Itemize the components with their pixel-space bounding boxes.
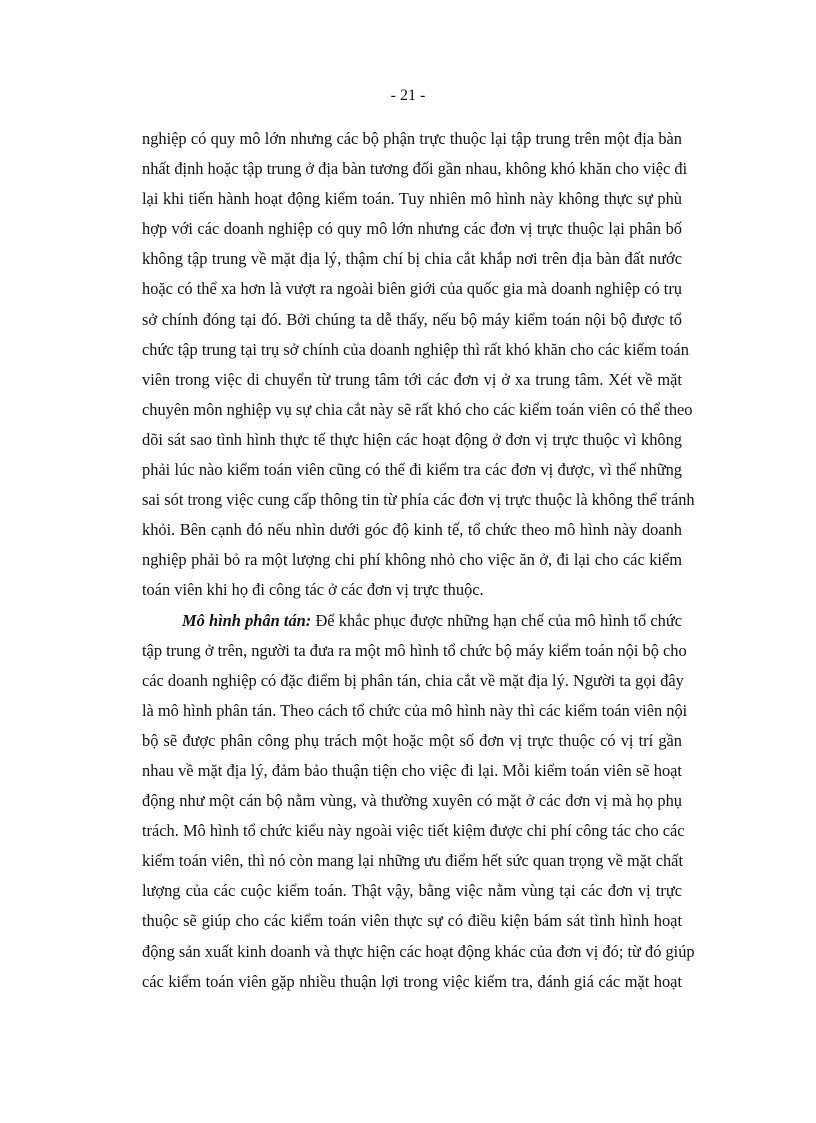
text-line: khỏi. Bên cạnh đó nếu nhìn dưới góc độ kinh tế, tổ chức theo mô hình này doanh: [142, 520, 682, 540]
text-line: kiểm toán viên, thì nó còn mang lại những ưu điểm hết sức quan trọng về mặt chất: [142, 851, 684, 871]
text-line: hợp với các doanh nghiệp có quy mô lớn nhưng các đơn vị trực thuộc lại phân bố: [142, 219, 682, 239]
text-line: toán viên khi họ đi công tác ở các đơn vị trực thuộc.: [142, 580, 484, 600]
text-line: chức tập trung tại trụ sở chính của doanh nghiệp thì rất khó khăn cho các kiểm toán: [142, 339, 689, 359]
text-line: tập trung ở trên, người ta đưa ra một mô hình tổ chức bộ máy kiểm toán nội bộ cho: [142, 640, 687, 660]
body-text: [142, 124, 695, 997]
text-line: hoặc có thể xa hơn là vượt ra ngoài biên giới của quốc gia mà doanh nghiệp có trụ: [142, 279, 682, 299]
text-line: lại khi tiến hành hoạt động kiểm toán. Tuy nhiên mô hình này không thực sự phù: [142, 189, 682, 209]
text-line: sở chính đóng tại đó. Bởi chúng ta dễ thấy, nếu bộ máy kiểm toán nội bộ được tổ: [142, 309, 682, 329]
text-line: động sản xuất kinh doanh và thực hiện các hoạt động khác của đơn vị đó; từ đó giúp: [142, 941, 695, 961]
text-line: các kiểm toán viên gặp nhiều thuận lợi trong việc kiểm tra, đánh giá các mặt hoạt: [142, 971, 682, 991]
text-line: dõi sát sao tình hình thực tế thực hiện các hoạt động ở đơn vị trực thuộc vì không: [142, 429, 682, 449]
text-line-rest: Để khắc phục được những hạn chế của mô hình tổ chức: [311, 610, 682, 630]
text-line: nghiệp có quy mô lớn nhưng các bộ phận trực thuộc lại tập trung trên một địa bàn: [142, 129, 682, 148]
text-line: trách. Mô hình tổ chức kiểu này ngoài việc tiết kiệm được chi phí công tác cho các: [142, 821, 685, 841]
text-line: là mô hình phân tán. Theo cách tổ chức của mô hình này thì các kiểm toán viên nội: [142, 700, 688, 720]
text-line: sai sót trong việc cung cấp thông tin từ phía các đơn vị trực thuộc là không thể tránh: [142, 490, 695, 510]
text-line: động như một cán bộ nằm vùng, và thường xuyên có mặt ở các đơn vị mà họ phụ: [142, 791, 682, 811]
text-line: bộ sẽ được phân công phụ trách một hoặc một số đơn vị trực thuộc có vị trí gần: [142, 730, 682, 750]
page-number: - 21 -: [390, 87, 426, 104]
text-line: không tập trung về mặt địa lý, thậm chí bị chia cắt khắp nơi trên địa bàn đất nước: [142, 249, 682, 269]
text-line: nhất định hoặc tập trung ở địa bàn tương đối gần nhau, không khó khăn cho việc đi: [142, 159, 688, 179]
text-line: chuyên môn nghiệp vụ sự chia cắt này sẽ rất khó cho các kiểm toán viên có thể theo: [142, 399, 693, 419]
section-term: Mô hình phân tán:: [182, 610, 312, 630]
text-line: viên trong việc di chuyển từ trung tâm tới các đơn vị ở xa trung tâm. Xét về mặt: [142, 369, 682, 389]
text-line: phải lúc nào kiểm toán viên cũng có thể đi kiểm tra các đơn vị được, vì thế những: [142, 460, 682, 480]
text-line: nhau về mặt địa lý, đảm bảo thuận tiện cho việc đi lại. Mỗi kiểm toán viên sẽ hoạt: [142, 760, 682, 780]
text-line: nghiệp phải bỏ ra một lượng chi phí không nhỏ cho việc ăn ở, đi lại cho các kiểm: [142, 550, 682, 570]
text-line: thuộc sẽ giúp cho các kiểm toán viên thực sự có điều kiện bám sát tình hình hoạt: [142, 911, 682, 931]
text-line: [142, 606, 682, 636]
text-line: lượng của các cuộc kiểm toán. Thật vậy, bằng việc nằm vùng tại các đơn vị trực: [142, 881, 682, 901]
paragraph-1: [142, 124, 695, 606]
text-line: các doanh nghiệp có đặc điểm bị phân tán, chia cắt về mặt địa lý. Người ta gọi đây: [142, 670, 684, 690]
paragraph-2: [142, 606, 695, 997]
